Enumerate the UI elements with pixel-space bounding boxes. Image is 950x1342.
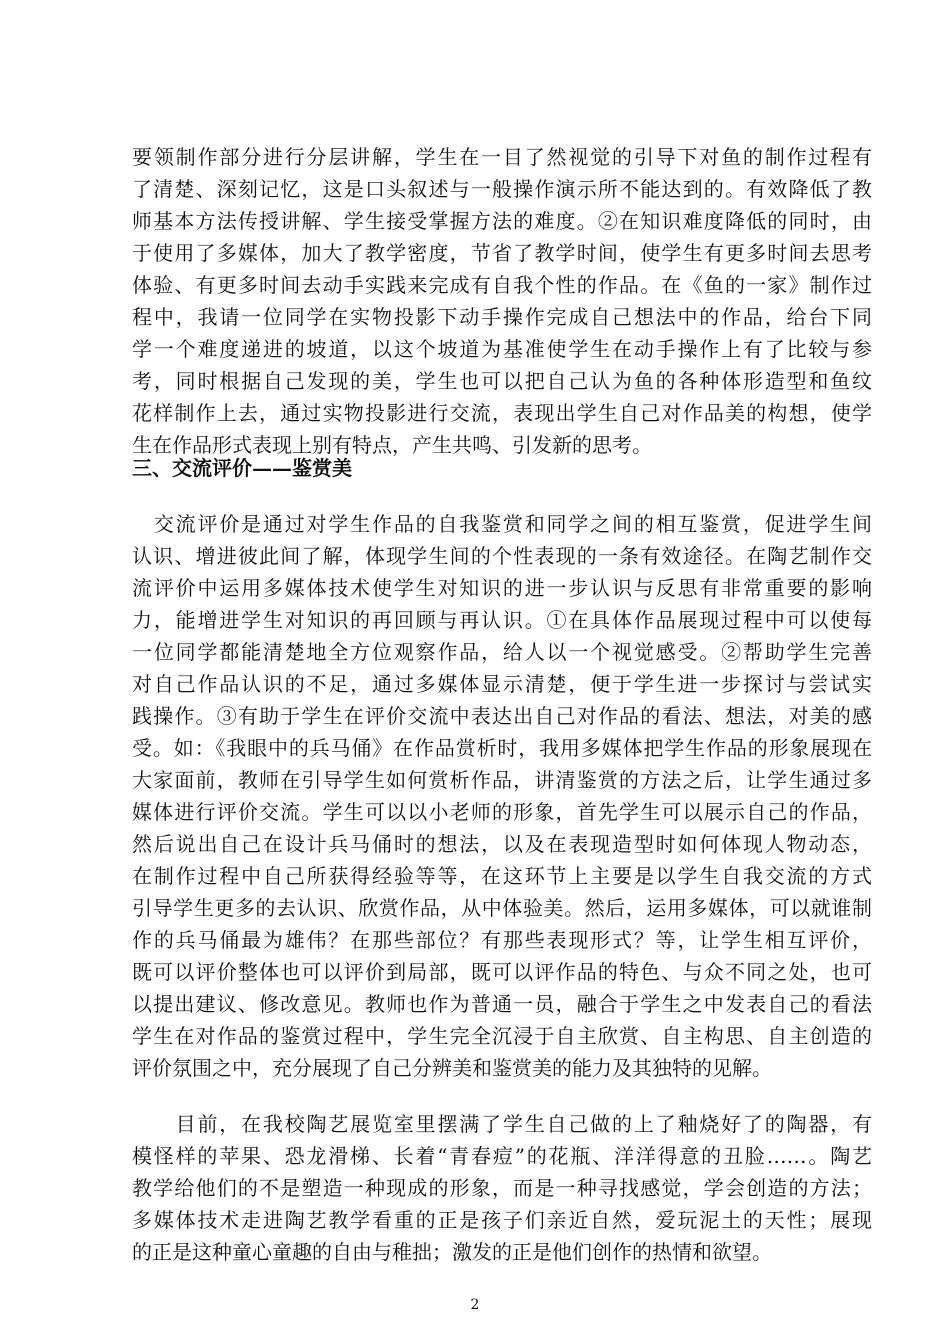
text-line: 教学给他们的不是塑造一种现成的形象，而是一种寻找感觉，学会创造的方法； [132, 1176, 872, 1200]
text-line: 考，同时根据自己发现的美，学生也可以把自己认为鱼的各种体形造型和鱼纹 [132, 369, 872, 393]
text-line: 流评价中运用多媒体技术使学生对知识的进一步认识与反思有非常重要的影响 [132, 576, 872, 600]
text-line: 程中，我请一位同学在实物投影下动手操作完成自己想法中的作品，给台下同 [132, 305, 872, 329]
text-line: 体验、有更多时间去动手实践来完成有自我个性的作品。在《鱼的一家》制作过 [132, 273, 872, 297]
text-line: 学生在对作品的鉴赏过程中，学生完全沉浸于自主欣赏、自主构思、自主创造的 [132, 1024, 872, 1048]
text-line: 对自己作品认识的不足，通过多媒体显示清楚，便于学生进一步探讨与尝试实 [132, 672, 872, 696]
page-number: 2 [470, 1297, 480, 1313]
text-line: 了清楚、深刻记忆，这是口头叙述与一般操作演示所不能达到的。有效降低了教 [132, 177, 872, 201]
text-line: 践操作。③有助于学生在评价交流中表达出自己对作品的看法、想法，对美的感 [132, 704, 872, 728]
text-line: 引导学生更多的去认识、欣赏作品，从中体验美。然后，运用多媒体，可以就谁制 [132, 896, 872, 920]
text-line: 认识、增进彼此间了解，体现学生间的个性表现的一条有效途径。在陶艺制作交 [132, 544, 872, 568]
text-line: 然后说出自己在设计兵马俑时的想法，以及在表现造型时如何体现人物动态， [132, 832, 872, 856]
text-line: 学一个难度递进的坡道，以这个坡道为基准使学生在动手操作上有了比较与参 [132, 337, 872, 361]
text-line: 于使用了多媒体，加大了教学密度，节省了教学时间，使学生有更多时间去思考 [132, 241, 872, 265]
text-line: 受。如：《我眼中的兵马俑》在作品赏析时，我用多媒体把学生作品的形象展现在 [132, 736, 872, 760]
text-line: 力，能增进学生对知识的再回顾与再认识。①在具体作品展现过程中可以使每 [132, 608, 872, 632]
section-heading: 三、交流评价——鉴赏美 [132, 456, 352, 480]
text-line: 要领制作部分进行分层讲解，学生在一目了然视觉的引导下对鱼的制作过程有 [132, 145, 872, 169]
text-line: 以提出建议、修改意见。教师也作为普通一员，融合于学生之中发表自己的看法 [132, 992, 872, 1016]
text-line: 在制作过程中自己所获得经验等等，在这环节上主要是以学生自我交流的方式 [132, 864, 872, 888]
text-line: 作的兵马俑最为雄伟？在那些部位？有那些表现形式？等，让学生相互评价， [132, 928, 872, 952]
text-line: 交流评价是通过对学生作品的自我鉴赏和同学之间的相互鉴赏，促进学生间 [132, 512, 872, 536]
text-line: 目前，在我校陶艺展览室里摆满了学生自己做的上了釉烧好了的陶器，有 [132, 1112, 872, 1136]
text-line: 既可以评价整体也可以评价到局部，既可以评作品的特色、与众不同之处，也可 [132, 960, 872, 984]
text-line: 生在作品形式表现上别有特点，产生共鸣、引发新的思考。 [132, 433, 652, 457]
text-line: 的正是这种童心童趣的自由与稚拙；激发的正是他们创作的热情和欲望。 [132, 1240, 772, 1264]
text-line: 模怪样的苹果、恐龙滑梯、长着“青春痘”的花瓶、洋洋得意的丑脸……。陶艺 [132, 1144, 872, 1168]
text-line: 一位同学都能清楚地全方位观察作品，给人以一个视觉感受。②帮助学生完善 [132, 640, 872, 664]
text-line: 媒体进行评价交流。学生可以以小老师的形象，首先学生可以展示自己的作品， [132, 800, 872, 824]
text-line: 师基本方法传授讲解、学生接受掌握方法的难度。②在知识难度降低的同时，由 [132, 209, 872, 233]
text-line: 花样制作上去，通过实物投影进行交流，表现出学生自己对作品美的构想，使学 [132, 401, 872, 425]
text-line: 评价氛围之中，充分展现了自己分辨美和鉴赏美的能力及其独特的见解。 [132, 1056, 772, 1080]
text-line: 多媒体技术走进陶艺教学看重的正是孩子们亲近自然，爱玩泥土的天性；展现 [132, 1208, 872, 1232]
text-line: 大家面前，教师在引导学生如何赏析作品，讲清鉴赏的方法之后，让学生通过多 [132, 768, 872, 792]
